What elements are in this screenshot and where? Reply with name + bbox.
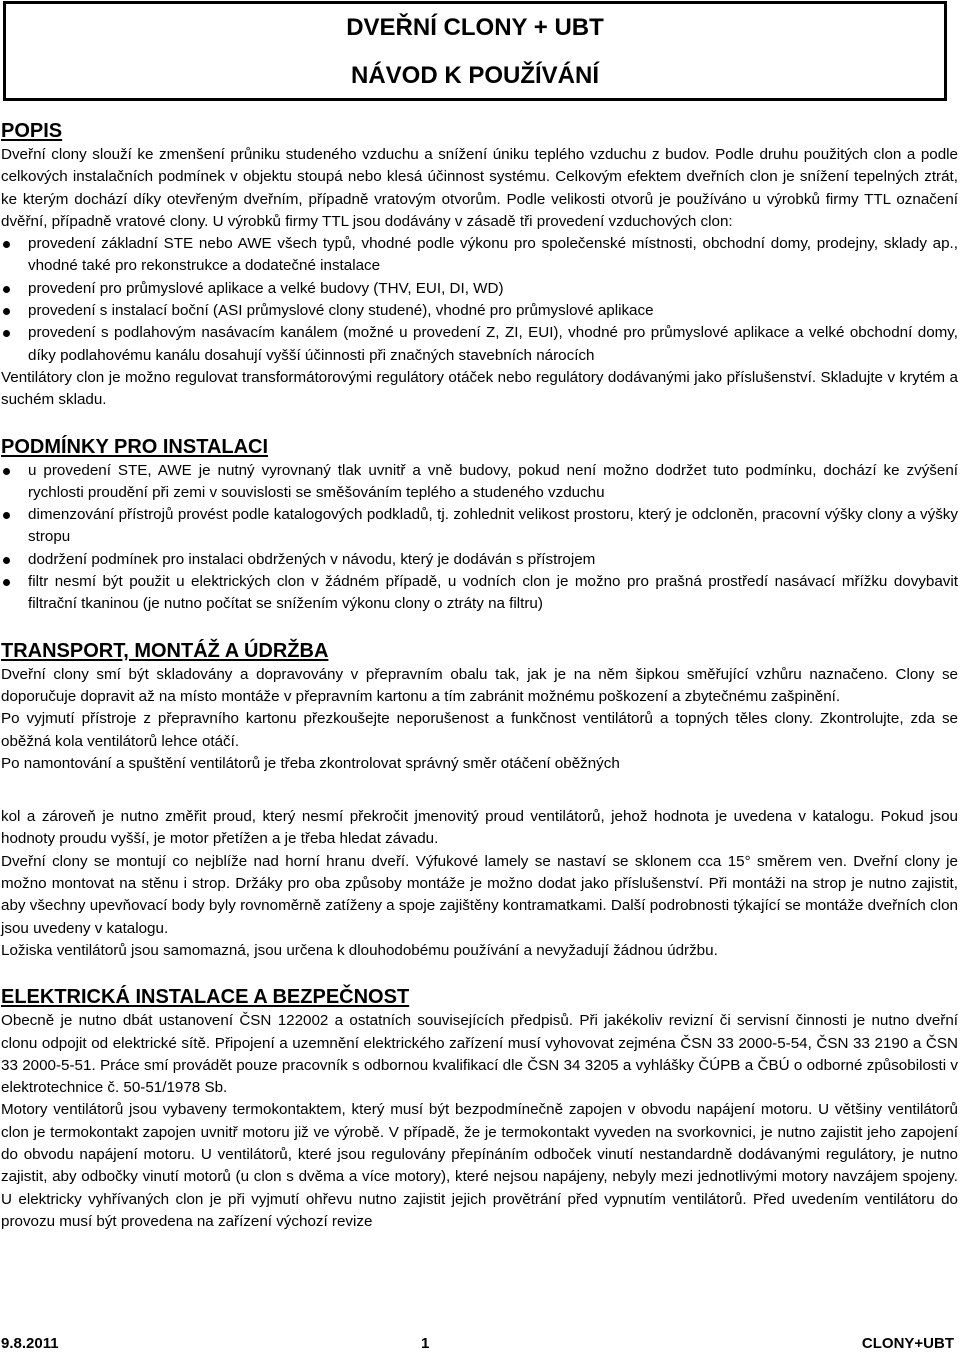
paragraph: Po namontování a spuštění ventilátorů je třeba zkontrolovat správný směr otáčení oběžných bbox=[1, 754, 620, 772]
list-item: provedení s instalací boční (ASI průmyslové clony studené), vhodné pro průmyslové aplikace bbox=[1, 300, 958, 322]
paragraph: kol a zároveň je nutno změřit proud, který nesmí překročit jmenovitý proud ventilátorů, jehož hodnota je uvedena v katalogu. Pokud jsou hodnoty proudu vyšší, je motor přetížen a je třeba hledat závadu. bbox=[1, 808, 958, 848]
document-subtitle: NÁVOD K POUŽÍVÁNÍ bbox=[350, 62, 599, 89]
list-item: provedení základní STE nebo AWE všech typů, vhodné podle výkonu pro společenské místnosti, obchodní domy, prodejny, sklady ap., vhodné také pro rekonstrukce a dodatečné instalace bbox=[1, 233, 958, 278]
bullet-list bbox=[1, 460, 958, 616]
section-heading-elektricka: ELEKTRICKÁ INSTALACE A BEZPEČNOST bbox=[1, 986, 410, 1009]
list-item: provedení s podlahovým nasávacím kanálem (možné u provedení Z, ZI, EUI), vhodné pro průmyslové aplikace a velké obchodní domy, díky podlahovému kanálu dosahují vyšší účinnosti při značných stavebních nárocích bbox=[1, 322, 958, 367]
list-item: filtr nesmí být použit u elektrických clon v žádném případě, u vodních clon je možno pro prašná prostředí nasávací mřížku dovybavit filtrační tkaninou (je nutno počítat se snížením výkonu clony o ztráty na filtru) bbox=[1, 571, 958, 616]
paragraph: Ventilátory clon je možno regulovat transformátorovými regulátory otáček nebo regulátory dodávanými jako příslušenství. Skladujte v krytém a suchém skladu. bbox=[1, 368, 958, 409]
section-transport bbox=[1, 638, 958, 963]
document-title: DVEŘNÍ CLONY + UBT bbox=[346, 14, 604, 41]
paragraph: Dveřní clony se montují co nejblíže nad horní hranu dveří. Výfukové lamely se nastaví se sklonem cca 15° směrem ven. Dveřní clony je možno montovat na stěnu i strop. Držáky pro oba způsoby montáže je možno dodat jako příslušenství. Při montáži na strop je nutno zajistit, aby všechny upevňovací body byly rovnoměrně zatíženy a spoje zajištěny kontramatkami. Další podrobnosti týkající se montáže dveřních clon jsou uvedeny v katalogu. bbox=[1, 852, 958, 937]
section-elektricka bbox=[1, 984, 958, 1233]
section-heading-transport: TRANSPORT, MONTÁŽ A ÚDRŽBA bbox=[1, 639, 329, 662]
paragraph: Po vyjmutí přístroje z přepravního kartonu přezkoušejte neporušenost a funkčnost ventilátorů a topných těles clony. Zkontrolujte, zda se oběžná kola ventilátorů lehce otáčí. bbox=[1, 710, 958, 750]
footer-doc-name: CLONY+UBT bbox=[861, 1335, 954, 1352]
section-popis bbox=[1, 118, 958, 412]
paragraph: Dveřní clony smí být skladovány a dopravovány v přepravním obalu tak, jak je na něm šipkou směřující vzhůru naznačeno. Clony se doporučuje dopravit až na místo montáže v přepravním kartonu a tím zabránit možnému poškození a zbytečnému zašpinění. bbox=[1, 665, 958, 705]
list-item: u provedení STE, AWE je nutný vyrovnaný tlak uvnitř a vně budovy, pokud není možno dodržet tuto podmínku, dochází ke zvýšení rychlosti proudění při zemi v souvislosti se směšováním teplého a studeného vzduchu bbox=[1, 460, 958, 505]
section-podminky bbox=[1, 434, 958, 616]
paragraph: Ložiska ventilátorů jsou samomazná, jsou určena k dlouhodobému používání a nevyžadují žádnou údržbu. bbox=[1, 941, 718, 959]
title-box bbox=[3, 1, 947, 101]
list-item: dimenzování přístrojů provést podle katalogových podkladů, tj. zohlednit velikost prostoru, který je odcloněn, pracovní výšky clony a výšky stropu bbox=[1, 504, 958, 549]
footer-date: 9.8.2011 bbox=[1, 1335, 59, 1352]
list-item: dodržení podmínek pro instalaci obdržených v návodu, který je dodáván s přístrojem bbox=[1, 549, 958, 571]
section-heading-popis: POPIS bbox=[1, 120, 63, 142]
paragraph: Obecně je nutno dbát ustanovení ČSN 122002 a ostatních souvisejících předpisů. Při jakékoliv revizní či servisní činnosti je nutno dveřní clonu odpojit od elektrické sítě. Připojení a uzemnění elektrického zařízení musí vyhovovat zejména ČSN 33 2000-5-54, ČSN 33 2190 a ČSN 33 2000-5-51. Práce smí provádět pouze pracovník s odbornou kvalifikací dle ČSN 34 3205 a vyhlášky ČÚPB a ČBÚ o odborné způsobilosti v elektrotechnice č. 50-51/1978 Sb. bbox=[1, 1012, 958, 1097]
document-body bbox=[1, 118, 958, 1233]
section-heading-podminky: PODMÍNKY PRO INSTALACI bbox=[1, 435, 269, 458]
page-footer bbox=[1, 1333, 954, 1353]
paragraph: Motory ventilátorů jsou vybaveny termokontaktem, který musí být bezpodmínečně zapojen v obvodu napájení motoru. U většiny ventilátorů clon je termokontakt zapojen uvnitř motoru již ve výrobě. V případě, že je termokontakt vyveden na svorkovnici, je nutno zajistit jeho zapojení do obvodu napájení motoru. U ventilátorů, které jsou regulovány přepínáním odboček vinutí nestandardně dodávanými regulátory, je nutno zajistit, aby odbočky vinutí motorů (u clon s dvěma a více motory), které nejsou napájeny, nebyly mezi jednotlivými motory navzájem spojeny. U elektricky vyhřívaných clon je při vyjmutí ohřevu nutno zajistit jejich provětrání před vypnutím ventilátorů. Před uvedením ventilátoru do provozu musí být provedena na zařízení výchozí revize bbox=[1, 1101, 958, 1230]
paragraph: Dveřní clony slouží ke zmenšení průniku studeného vzduchu a snížení úniku teplého vzduchu z budov. Podle druhu použitých clon a podle celkových instalačních podmínek v objektu stoupá nebo klesá účinnost systému. Celkovým efektem dveřních clon je snížení tepelných ztrát, ke kterým dochází díky otevřeným dveřním, případně vratovým otvorům. Podle velikosti otvorů je používáno u výrobků firmy TTL označení dvěřní, případně vratové clony. U výrobků firmy TTL jsou dodávány v zásadě tři provedení vzduchových clon: bbox=[1, 146, 958, 230]
bullet-list bbox=[1, 233, 958, 367]
list-item: provedení pro průmyslové aplikace a velké budovy (THV, EUI, DI, WD) bbox=[1, 278, 958, 300]
footer-page-number: 1 bbox=[421, 1335, 430, 1352]
